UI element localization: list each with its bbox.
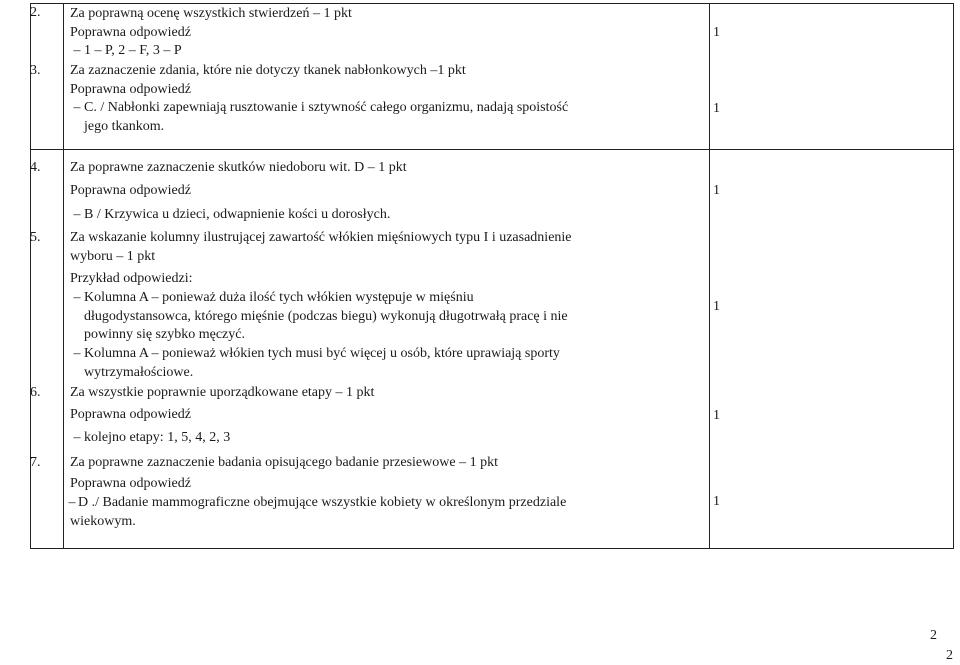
points-value: 1 [713,183,720,198]
answer-line: – C. / Nabłonki zapewniają rusztowanie i sztywność całego organizmu, nadają spoistość [73,100,569,115]
answer-label: Poprawna odpowiedź [70,183,191,198]
answer-line: – Kolumna A – ponieważ włókien tych musi być więcej u osób, które uprawiają sporty [73,346,560,361]
answer-line: – D ./ Badanie mammograficzne obejmujące wszystkie kobiety w określonym przedziale [68,495,567,510]
answer-line: – kolejno etapy: 1, 5, 4, 2, 3 [73,430,231,445]
points-value: 1 [713,25,720,40]
item-number: 7. [30,455,41,470]
item-number: 4. [30,160,41,175]
answer-line-cont: powinny się szybko męczyć. [84,327,245,342]
answer-label: Poprawna odpowiedź [70,407,191,422]
item-question: Za zaznaczenie zdania, które nie dotyczy tkanek nabłonkowych –1 pkt [70,63,466,78]
answer-line: – 1 – P, 2 – F, 3 – P [73,43,182,58]
item-question: Za poprawną ocenę wszystkich stwierdzeń – 1 pkt [70,6,352,21]
page-number: 2 [930,628,937,643]
answer-label: Przykład odpowiedzi: [70,271,193,286]
item-question: Za poprawne zaznaczenie skutków niedoboru wit. D – 1 pkt [70,160,407,175]
item-number: 3. [30,63,41,78]
answer-label: Poprawna odpowiedź [70,82,191,97]
item-question: Za poprawne zaznaczenie badania opisującego badanie przesiewowe – 1 pkt [70,455,498,470]
item-number: 5. [30,230,41,245]
answer-label: Poprawna odpowiedź [70,476,191,491]
answer-line: – Kolumna A – ponieważ duża ilość tych włókien występuje w mięśniu [73,290,474,305]
item-question: Za wszystkie poprawnie uporządkowane etapy – 1 pkt [70,385,375,400]
item-number: 6. [30,385,41,400]
item-question: Za wskazanie kolumny ilustrującej zawartość włókien mięśniowych typu I i uzasadnienie [70,230,572,245]
points-value: 1 [713,494,720,509]
page-number: 2 [946,648,953,663]
item-number: 2. [30,5,41,20]
answer-line-cont: jego tkankom. [84,119,165,134]
points-value: 1 [713,299,720,314]
answer-line-cont: długodystansowca, którego mięśnie (podczas biegu) wykonują długotrwałą pracę i nie [84,309,568,324]
item-question-cont: wyboru – 1 pkt [70,249,156,264]
answer-label: Poprawna odpowiedź [70,25,191,40]
answer-line-cont: wiekowym. [70,514,136,529]
points-value: 1 [713,408,720,423]
points-value: 1 [713,101,720,116]
answer-line: – B / Krzywica u dzieci, odwapnienie kości u dorosłych. [73,207,391,222]
answer-line-cont: wytrzymałościowe. [84,365,194,380]
